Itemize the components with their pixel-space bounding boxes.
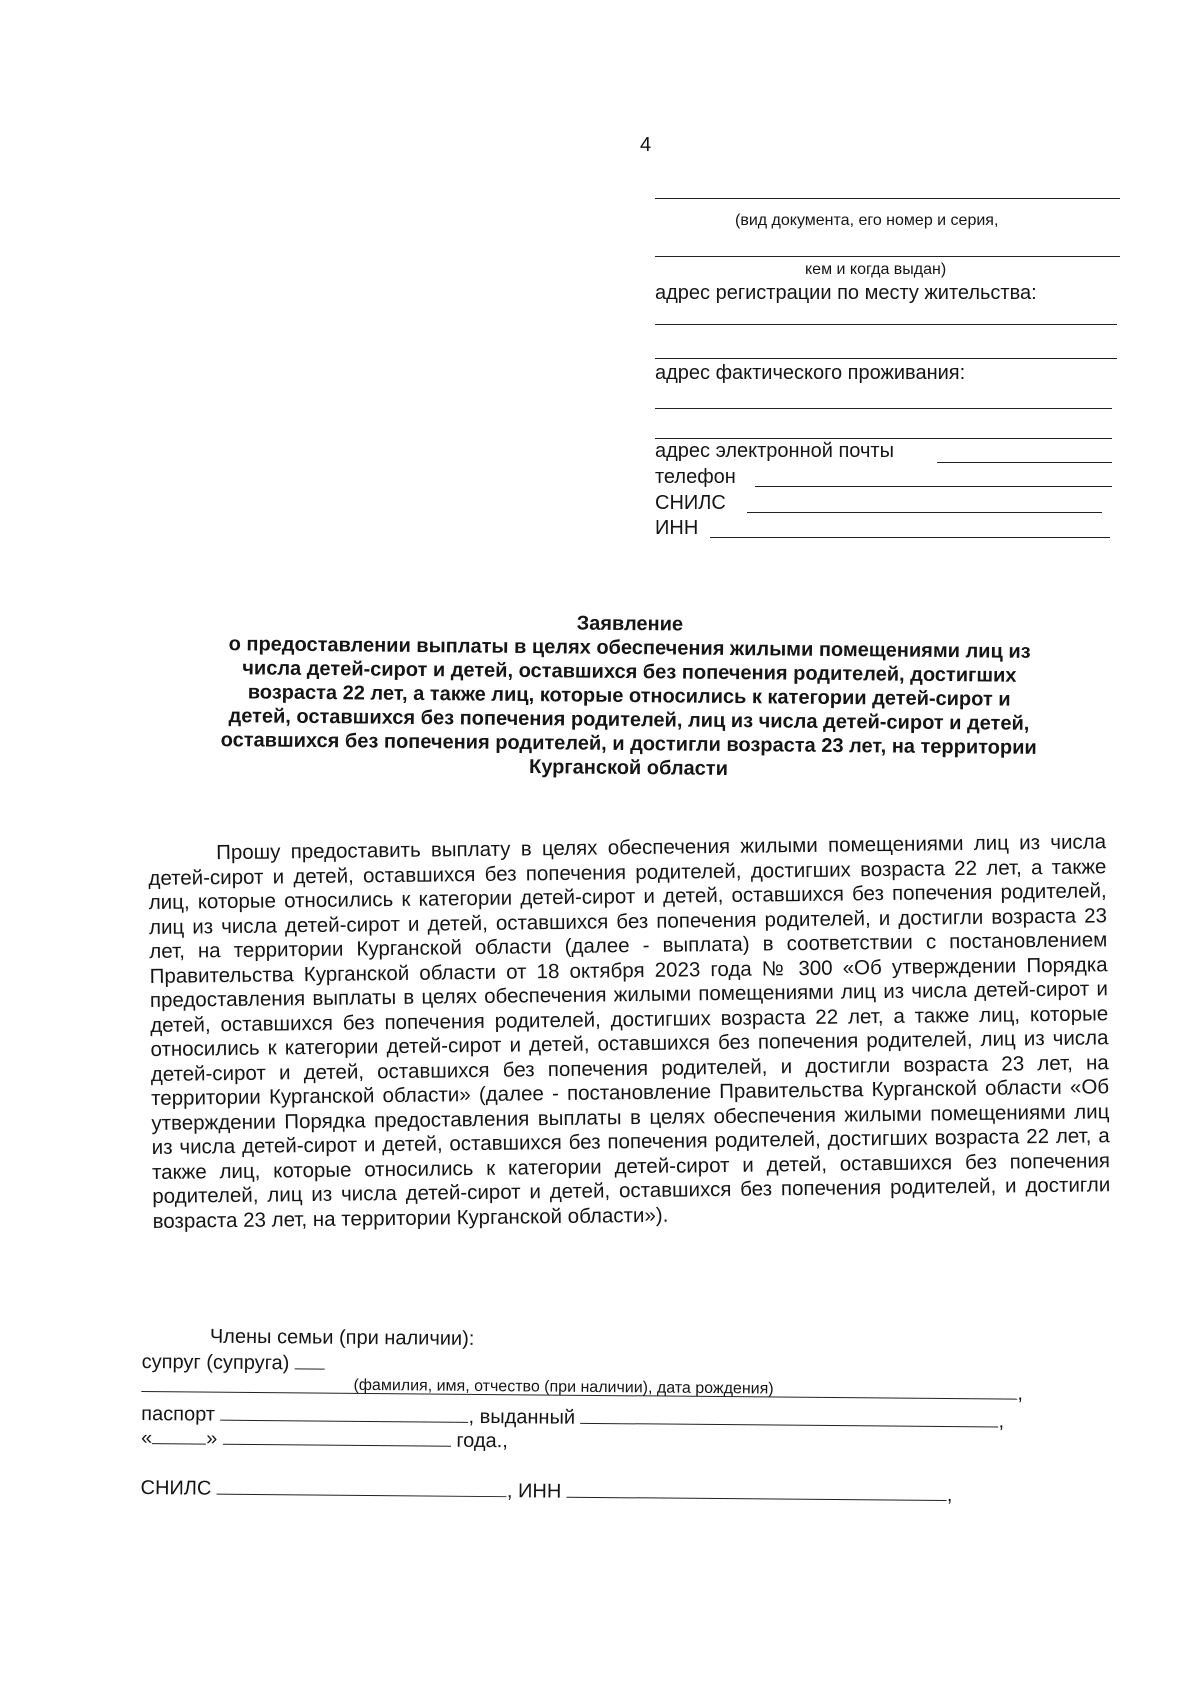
- application-body: [148, 830, 1111, 1234]
- document-line-1[interactable]: [655, 198, 1120, 199]
- passport-field[interactable]: [220, 1402, 468, 1423]
- document-hint-2: кем и когда выдан): [805, 261, 947, 278]
- inn-label: ИНН: [655, 517, 699, 539]
- title-line: детей, оставшихся без попечения родителей, лиц из числа детей-сирот и детей,: [228, 705, 1030, 735]
- title-line: числа детей-сирот и детей, оставшихся без попечения родителей, достигших: [242, 657, 1017, 687]
- year-label: года.,: [456, 1429, 508, 1453]
- request-paragraph: Прошу предоставить выплату в целях обеспечения жилыми помещениями лиц из числа детей-сирот и детей, оставшихся без попечения родителей, достигших возраста 22 лет, а также лиц, которые относились к категории детей-сирот и детей, оставшихся без попечения родителей, лиц из числа детей-сирот и детей, оставшихся без попечения родителей, и достигли возраста 23 лет, на территории Курганской области (далее - выплата) в соответствии с постановлением Правительства Курганской области от 18 октября 2023 года № 300 «Об утверждении Порядка предоставления выплаты в целях обеспечения жилыми помещениями лиц из числа детей-сирот и детей, оставшихся без попечения родителей, достигших возраста 22 лет, а также лиц, которые относились к категории детей-сирот и детей, оставшихся без попечения родителей, лиц из числа детей-сирот и детей, оставшихся без попечения родителей, и достигли возраста 23 лет, на территории Курганской области» (далее - постановление Правительства Курганской области «Об утверждении Порядка предоставления выплаты в целях обеспечения жилыми помещениями лиц из числа детей-сирот и детей, оставшихся без попечения родителей, достигших возраста 22 лет, а также лиц, которые относились к категории детей-сирот и детей, оставшихся без попечения родителей, лиц из числа детей-сирот и детей, оставшихся без попечения родителей, и достигли возраста 23 лет, на территории Курганской области»).: [148, 830, 1111, 1233]
- issued-by-field[interactable]: [581, 1405, 999, 1428]
- title-heading: Заявление: [576, 612, 684, 636]
- passport-label: паспорт: [141, 1402, 216, 1426]
- actual-address-line-1[interactable]: [655, 408, 1112, 409]
- spouse-label: супруг (супруга): [141, 1350, 290, 1375]
- family-members-section: [140, 1325, 1102, 1507]
- inn-field[interactable]: [710, 537, 1110, 538]
- spouse-comma: ,: [1017, 1382, 1024, 1405]
- family-heading: Члены семьи (при наличии):: [209, 1325, 475, 1350]
- application-title: [148, 607, 1110, 784]
- email-field[interactable]: [937, 462, 1112, 463]
- registration-address-line-1[interactable]: [655, 324, 1117, 325]
- spouse-snils-field[interactable]: [217, 1476, 507, 1498]
- issued-comma: ,: [998, 1410, 1005, 1433]
- title-line: оставшихся без попечения родителей, и достигли возраста 23 лет, на территории: [220, 729, 1037, 759]
- spouse-inn-field[interactable]: [567, 1479, 947, 1501]
- date-open-quote: «: [140, 1426, 153, 1450]
- registration-address-line-2[interactable]: [655, 358, 1117, 359]
- issue-day-field[interactable]: [152, 1425, 206, 1444]
- issue-month-year-field[interactable]: [223, 1426, 451, 1447]
- document-line-2[interactable]: [655, 256, 1120, 257]
- date-close-quote: »: [206, 1427, 218, 1450]
- spouse-snils-label: СНИЛС: [140, 1476, 212, 1500]
- title-line: о предоставлении выплаты в целях обеспечения жилыми помещениями лиц из: [228, 633, 1031, 663]
- title-line: Курганской области: [528, 756, 729, 780]
- document-hint-1: (вид документа, его номер и серия,: [735, 212, 999, 229]
- title-line: возраста 22 лет, а также лиц, которые относились к категории детей-сирот и: [247, 681, 1011, 711]
- phone-field[interactable]: [755, 486, 1112, 487]
- issued-label: , выданный: [468, 1405, 576, 1429]
- actual-address-label: адрес фактического проживания:: [655, 362, 966, 384]
- inn-comma: ,: [946, 1484, 953, 1507]
- spouse-hint: (фамилия, имя, отчество (при наличии), дата рождения): [353, 1376, 774, 1398]
- snils-field[interactable]: [747, 512, 1102, 513]
- spouse-field-start[interactable]: [295, 1350, 325, 1369]
- page-number: 4: [640, 134, 652, 156]
- phone-label: телефон: [655, 466, 736, 488]
- actual-address-line-2[interactable]: [655, 438, 1112, 439]
- snils-label: СНИЛС: [655, 492, 726, 514]
- email-label: адрес электронной почты: [655, 440, 894, 462]
- registration-address-label: адрес регистрации по месту жительства:: [655, 282, 1037, 304]
- spouse-inn-label: , ИНН: [506, 1480, 562, 1503]
